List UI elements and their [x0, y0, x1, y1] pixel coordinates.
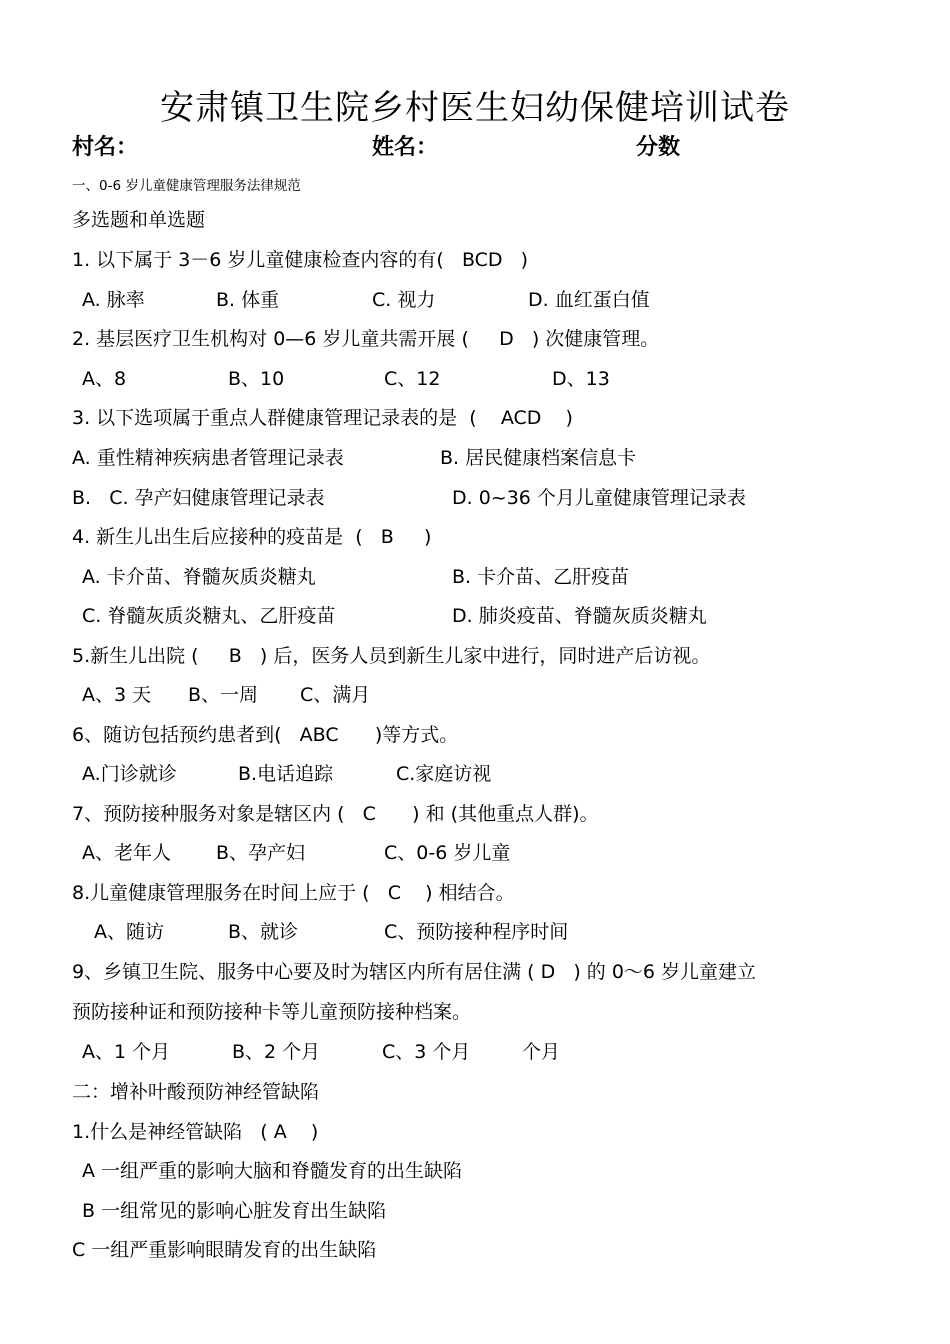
q9-option-d: 个月	[522, 1041, 561, 1063]
q8-option-a: A、随访	[94, 921, 164, 943]
q8-option-b: B、就诊	[228, 921, 299, 943]
question-9-line-2: 预防接种证和预防接种卡等儿童预防接种档案。	[72, 1001, 472, 1023]
q7-option-a: A、老年人	[82, 842, 171, 864]
q5-option-a: A、3 天	[82, 684, 152, 706]
s2q1-option-c: C 一组严重影响眼睛发育的出生缺陷	[72, 1239, 377, 1261]
q4-option-b: B. 卡介苗、乙肝疫苗	[452, 566, 630, 588]
q2-option-b: B、10	[228, 368, 285, 390]
q1-option-c: C. 视力	[372, 289, 436, 311]
q6-option-b: B.电话追踪	[238, 763, 334, 785]
name-label: 姓名：	[372, 135, 439, 160]
s2q1-option-b: B 一组常见的影响心脏发育出生缺陷	[82, 1200, 387, 1222]
question-9-line-1: 9、乡镇卫生院、服务中心要及时为辖区内所有居住满 ( D ) 的 0～6 岁儿童建立	[72, 961, 757, 983]
page-title: 安肃镇卫生院乡村医生妇幼保健培训试卷	[160, 88, 790, 128]
q2-option-a: A、8	[82, 368, 127, 390]
q8-option-c: C、预防接种程序时间	[384, 921, 569, 943]
q9-option-a: A、1 个月	[82, 1041, 171, 1063]
q6-option-a: A.门诊就诊	[82, 763, 177, 785]
question-3: 3. 以下选项属于重点人群健康管理记录表的是 ( ACD )	[72, 407, 573, 429]
section2-heading: 二：增补叶酸预防神经管缺陷	[72, 1081, 320, 1103]
q2-option-c: C、12	[384, 368, 441, 390]
section2-question-1: 1.什么是神经管缺陷 ( A )	[72, 1121, 319, 1143]
q6-option-c: C.家庭访视	[396, 763, 492, 785]
q9-option-b: B、2 个月	[232, 1041, 321, 1063]
q4-option-a: A. 卡介苗、脊髓灰质炎糖丸	[82, 566, 316, 588]
question-1: 1. 以下属于 3－6 岁儿童健康检查内容的有( BCD )	[72, 249, 529, 271]
q7-option-b: B、孕产妇	[216, 842, 306, 864]
q3-option-a: A. 重性精神疾病患者管理记录表	[72, 447, 344, 469]
q1-option-a: A. 脉率	[82, 289, 145, 311]
question-8: 8.儿童健康管理服务在时间上应于 ( C ) 相结合。	[72, 882, 515, 904]
section1-subheading: 多选题和单选题	[72, 209, 206, 231]
q3-option-c: B. C. 孕产妇健康管理记录表	[72, 487, 325, 509]
q3-option-b: B. 居民健康档案信息卡	[440, 447, 637, 469]
q3-option-d: D. 0~36 个月儿童健康管理记录表	[452, 487, 746, 509]
s2q1-option-a: A 一组严重的影响大脑和脊髓发育的出生缺陷	[82, 1160, 463, 1182]
question-4: 4. 新生儿出生后应接种的疫苗是 ( B )	[72, 526, 432, 548]
q1-option-b: B. 体重	[216, 289, 280, 311]
q1-option-d: D. 血红蛋白值	[528, 289, 650, 311]
question-2: 2. 基层医疗卫生机构对 0—6 岁儿童共需开展 ( D ) 次健康管理。	[72, 328, 660, 350]
question-7: 7、预防接种服务对象是辖区内 ( C ) 和 (其他重点人群)。	[72, 803, 599, 825]
q5-option-b: B、一周	[188, 684, 259, 706]
question-5: 5.新生儿出院 ( B ) 后，医务人员到新生儿家中进行，同时进产后访视。	[72, 645, 711, 667]
village-label: 村名：	[72, 135, 139, 160]
q9-option-c: C、3 个月	[382, 1041, 471, 1063]
q4-option-c: C. 脊髓灰质炎糖丸、乙肝疫苗	[82, 605, 336, 627]
question-6: 6、随访包括预约患者到( ABC )等方式。	[72, 724, 459, 746]
q4-option-d: D. 肺炎疫苗、脊髓灰质炎糖丸	[452, 605, 707, 627]
score-label: 分数	[636, 135, 681, 160]
q2-option-d: D、13	[552, 368, 610, 390]
q7-option-c: C、0-6 岁儿童	[384, 842, 511, 864]
q5-option-c: C、满月	[300, 684, 371, 706]
section1-heading: 一、0-6 岁儿童健康管理服务法律规范	[72, 178, 301, 194]
